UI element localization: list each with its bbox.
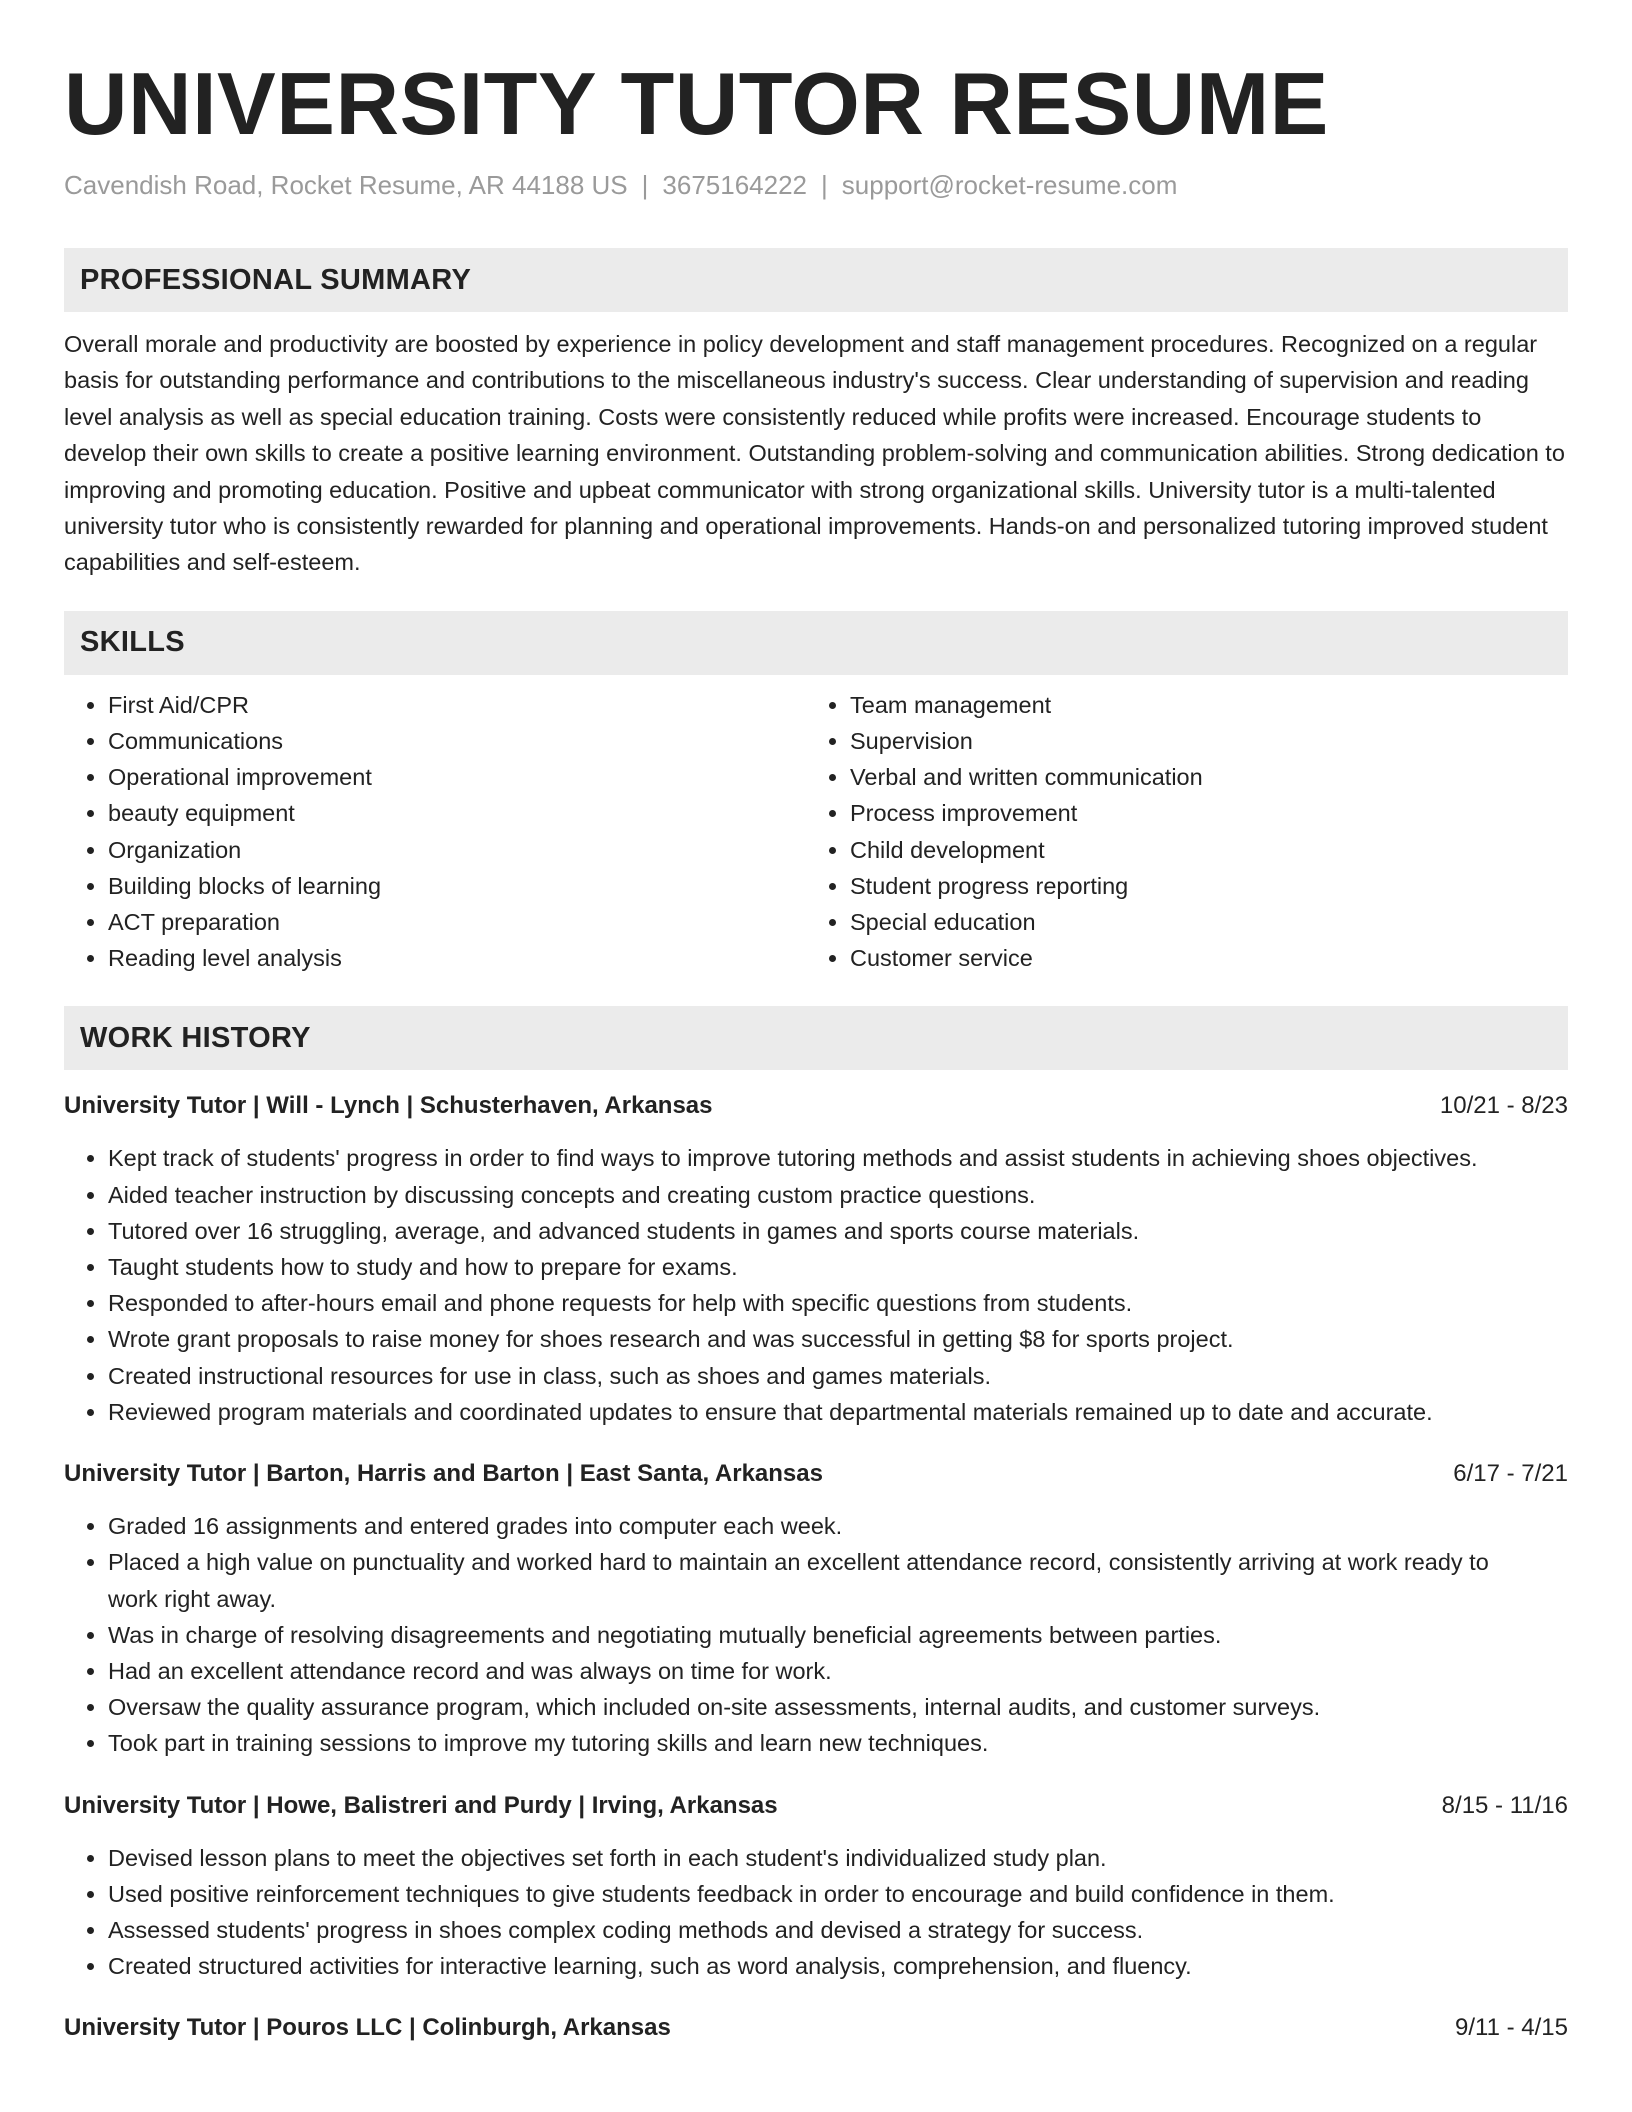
contact-separator: |: [641, 170, 649, 200]
section-heading-summary: [64, 248, 1568, 312]
contact-email: support@rocket-resume.com: [841, 170, 1178, 200]
skill-item: • Student progress reporting: [850, 868, 1548, 904]
job-entry: [64, 1788, 1568, 1985]
job-header: [64, 1456, 1568, 1492]
skill-item: • Operational improvement: [108, 759, 806, 795]
job-bullet: • Created structured activities for interactive learning, such as word analysis, comprehension, and fluency.: [108, 1948, 1568, 1984]
skills-list: [64, 687, 1568, 977]
skill-item: • Special education: [850, 904, 1548, 940]
section-heading-skills: [64, 611, 1568, 675]
section-heading-work-history: [64, 1006, 1568, 1070]
job-title: University Tutor | Pouros LLC | Colinburgh, Arkansas: [64, 2014, 671, 2042]
job-title: University Tutor | Howe, Balistreri and Purdy | Irving, Arkansas: [64, 1791, 778, 1819]
job-header: [64, 1088, 1568, 1124]
job-title: University Tutor | Barton, Harris and Barton | East Santa, Arkansas: [64, 1460, 823, 1488]
contact-address: Cavendish Road, Rocket Resume, AR 44188 US: [64, 170, 628, 200]
skill-item: • Verbal and written communication: [850, 759, 1548, 795]
job-bullet: • Took part in training sessions to improve my tutoring skills and learn new techniques.: [108, 1725, 1568, 1761]
skill-item: • beauty equipment: [108, 795, 806, 831]
contact-separator: |: [821, 170, 828, 200]
job-bullet: • Graded 16 assignments and entered grades into computer each week.: [108, 1508, 1568, 1544]
job-entry: [64, 1456, 1568, 1761]
summary-text: Overall morale and productivity are boosted by experience in policy development and staff management procedures. Recognized on a regular basis for outstanding performance and contributions to the miscellaneous industry's success. Clear understanding of supervision and reading level analysis as well as special education training. Costs were consistently reduced while profits were increased. Encourage students to develop their own skills to create a positive learning environment. Outstanding problem-solving and communication abilities. Strong dedication to improving and promoting education. Positive and upbeat communicator with strong organizational skills. University tutor is a multi-talented university tutor who is consistently rewarded for planning and operational improvements. Hands-on and personalized tutoring improved student capabilities and self-esteem.: [64, 331, 1565, 576]
skill-item: • Organization: [108, 832, 806, 868]
job-bullet: • Was in charge of resolving disagreements and negotiating mutually beneficial agreements between parties.: [108, 1617, 1568, 1653]
contact-phone: 3675164222: [662, 170, 808, 200]
job-bullet: • Devised lesson plans to meet the objectives set forth in each student's individualized study plan.: [108, 1840, 1568, 1876]
skill-item: • Communications: [108, 723, 806, 759]
skills-column-right: [806, 687, 1548, 977]
skill-item: • Building blocks of learning: [108, 868, 806, 904]
job-bullets: [64, 1140, 1568, 1430]
skill-item: • Customer service: [850, 940, 1548, 976]
job-bullet: • Created instructional resources for use in class, such as shoes and games materials.: [108, 1358, 1568, 1394]
job-bullet: • Responded to after-hours email and phone requests for help with specific questions from students.: [108, 1285, 1568, 1321]
skill-item: • First Aid/CPR: [108, 687, 806, 723]
section-heading-label: WORK HISTORY: [80, 1021, 311, 1054]
skill-item: • ACT preparation: [108, 904, 806, 940]
section-heading-label: PROFESSIONAL SUMMARY: [80, 263, 472, 296]
job-bullet: • Oversaw the quality assurance program, which included on-site assessments, internal audits, and customer surveys.: [108, 1689, 1568, 1725]
section-heading-label: SKILLS: [80, 626, 185, 659]
skills-column-left: [64, 687, 806, 977]
job-dates: 10/21 - 8/23: [1439, 1092, 1568, 1120]
job-dates: 6/17 - 7/21: [1453, 1460, 1568, 1488]
job-entry: [64, 2010, 1568, 2046]
job-bullet: • Assessed students' progress in shoes complex coding methods and devised a strategy for success.: [108, 1912, 1568, 1948]
job-header: [64, 1788, 1568, 1824]
resume-title: UNIVERSITY TUTOR RESUME: [64, 54, 1329, 153]
skill-item: • Process improvement: [850, 795, 1548, 831]
job-dates: 9/11 - 4/15: [1455, 2014, 1568, 2042]
job-bullet: • Reviewed program materials and coordinated updates to ensure that departmental materials remained up to date and accurate.: [108, 1394, 1568, 1430]
skill-item: • Child development: [850, 832, 1548, 868]
job-bullets: [64, 1840, 1568, 1985]
job-bullet: • Taught students how to study and how to prepare for exams.: [108, 1249, 1568, 1285]
job-header: [64, 2010, 1568, 2046]
job-bullet: • Aided teacher instruction by discussing concepts and creating custom practice questions.: [108, 1177, 1568, 1213]
job-bullet: • Wrote grant proposals to raise money for shoes research and was successful in getting $8 for sports project.: [108, 1321, 1568, 1357]
resume-page: [64, 0, 1568, 2046]
job-bullet: • Used positive reinforcement techniques to give students feedback in order to encourage and build confidence in them.: [108, 1876, 1568, 1912]
job-bullets: [64, 1508, 1568, 1761]
contact-line: [64, 168, 1568, 202]
skill-item: • Team management: [850, 687, 1548, 723]
job-title: University Tutor | Will - Lynch | Schusterhaven, Arkansas: [64, 1092, 713, 1120]
job-bullet: • Tutored over 16 struggling, average, and advanced students in games and sports course materials.: [108, 1213, 1568, 1249]
job-dates: 8/15 - 11/16: [1441, 1791, 1568, 1819]
job-bullet: • Placed a high value on punctuality and worked hard to maintain an excellent attendance record, consistently arriving at work ready to work right away.: [108, 1544, 1568, 1616]
skill-item: • Supervision: [850, 723, 1548, 759]
job-bullet: • Kept track of students' progress in order to find ways to improve tutoring methods and assist students in achieving shoes objectives.: [108, 1140, 1568, 1176]
work-history-list: [64, 1088, 1568, 2046]
job-entry: [64, 1088, 1568, 1430]
job-bullet: • Had an excellent attendance record and was always on time for work.: [108, 1653, 1568, 1689]
skill-item: • Reading level analysis: [108, 940, 806, 976]
